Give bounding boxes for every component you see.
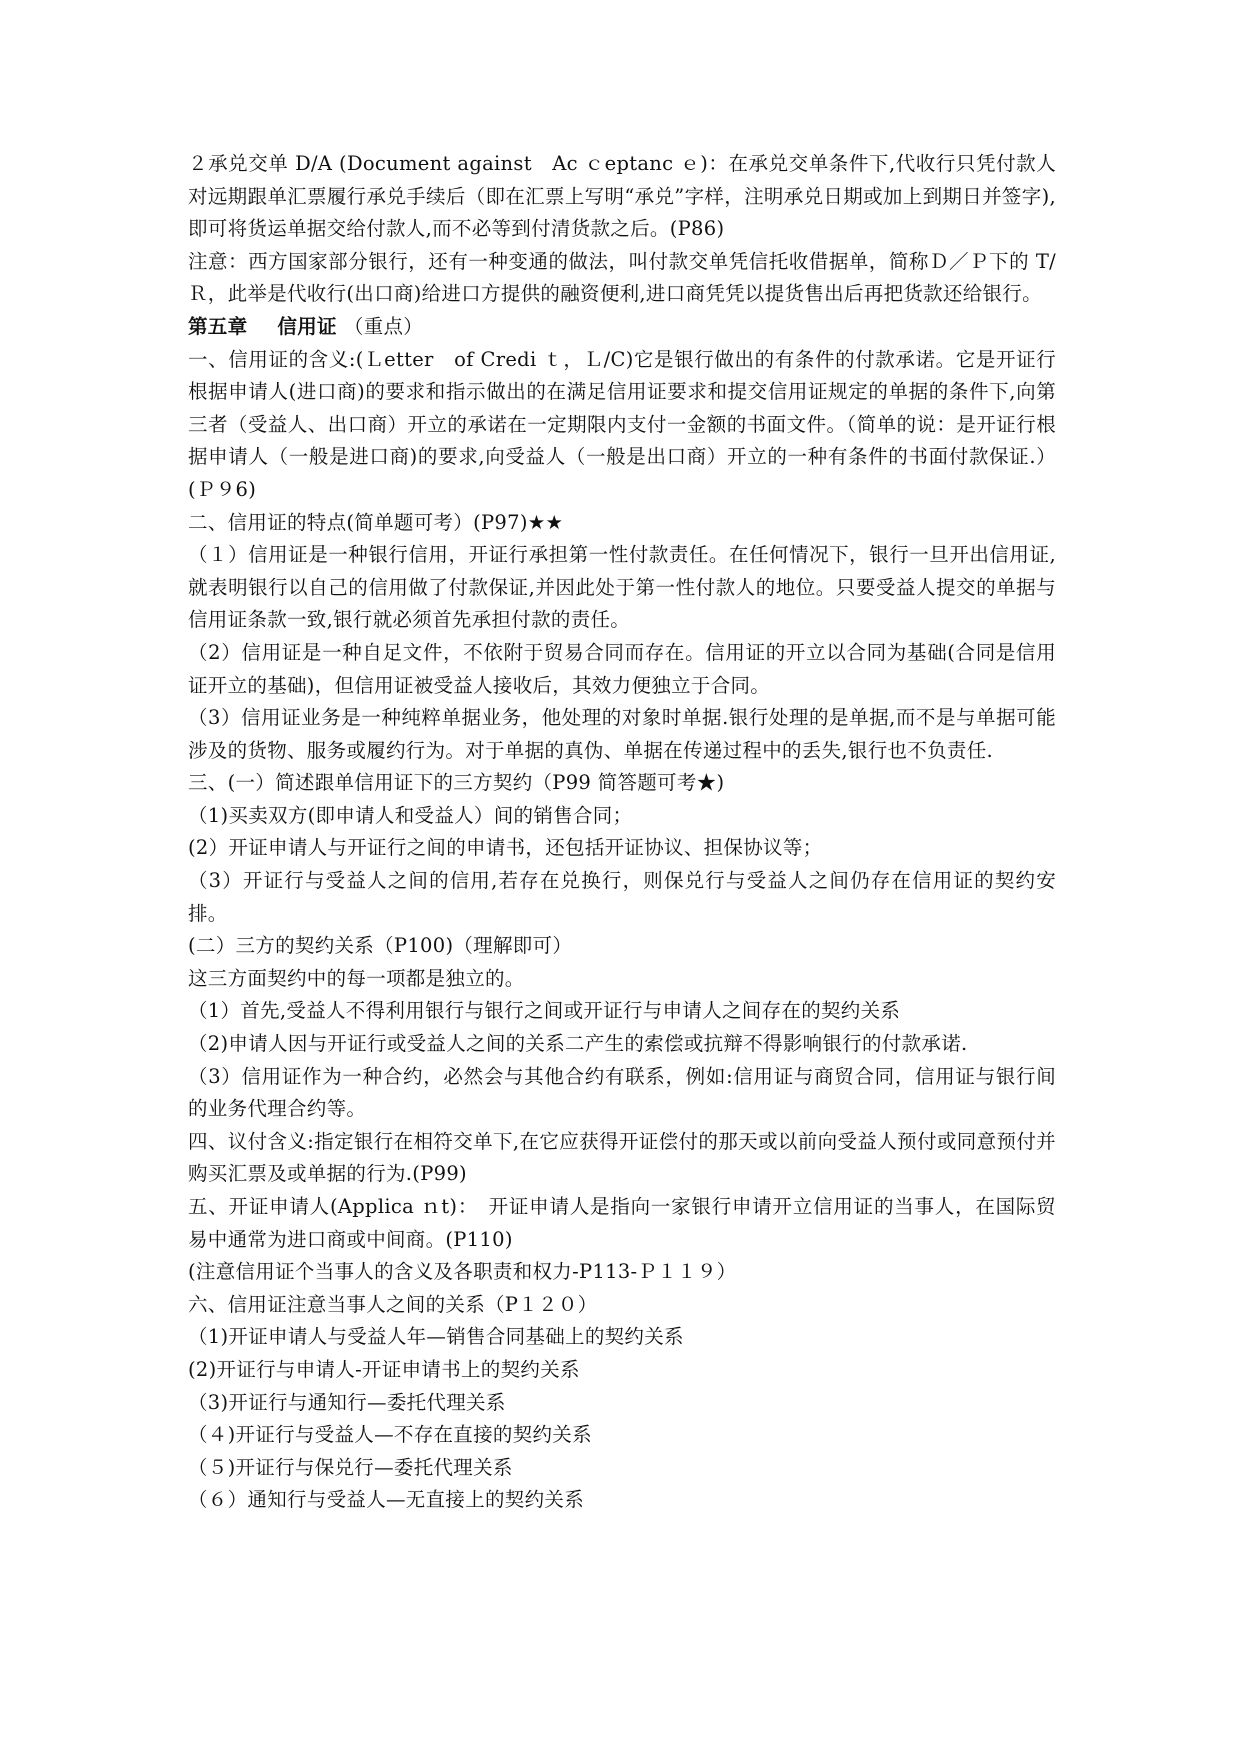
relation-item-1: （1）首先,受益人不得利用银行与银行之间或开证行与申请人之间存在的契约关系 bbox=[188, 999, 901, 1023]
chapter-heading bbox=[188, 311, 1056, 344]
paragraph-acceptance-against-documents: ２承兑交单 D/A (Document against Ac ｃeptanc ｅ)：在承兑交单条件下,代收行只凭付款人对远期跟单汇票履行承兑手续后（即在汇票上写明“承兑”字样，注明承兑日期或加上到期日并签字),即可将货运单据交给付款人,而不必等到付清货款之后。(P86) bbox=[188, 152, 1056, 241]
section-negotiation-definition: 四、议付含义:指定银行在相符交单下,在它应获得开证偿付的那天或以前向受益人预付或同意预付并购买汇票及或单据的行为.(P99) bbox=[188, 1129, 1056, 1186]
party-relation-item-2: (2)开证行与申请人-开证申请书上的契约关系 bbox=[188, 1357, 580, 1381]
contract-relations-intro: 这三方面契约中的每一项都是独立的。 bbox=[188, 966, 525, 990]
section-applicant-definition: 五、开证申请人(Applica ｎt)： 开证申请人是指向一家银行申请开立信用证的当事人，在国际贸易中通常为进口商或中间商。(P110) bbox=[188, 1195, 1056, 1251]
party-relation-item-1: （1)开证申请人与受益人年—销售合同基础上的契约关系 bbox=[188, 1325, 684, 1349]
section-contract-relations-heading: (二）三方的契约关系（P100)（理解即可） bbox=[188, 934, 573, 958]
chapter-number: 第五章 bbox=[188, 314, 248, 338]
contract-item-3: （3）开证行与受益人之间的信用,若存在兑换行，则保兑行与受益人之间仍存在信用证的契约安排。 bbox=[188, 869, 1056, 925]
section-three-party-contracts-heading: 三、(一）简述跟单信用证下的三方契约（P99 简答题可考★) bbox=[188, 771, 725, 795]
section-lc-definition: 一、信用证的含义:(Ｌetter of Credi ｔ，Ｌ/C)它是银行做出的有条件的付款承诺。它是开证行根据申请人(进口商)的要求和指示做出的在满足信用证要求和提交信用证规定的单据的条件下,向第三者（受益人、出口商）开立的承诺在一定期限内支付一金额的书面文件。（简单的说：是开证行根据申请人（一般是进口商)的要求,向受益人（一般是出口商）开立的一种有条件的书面付款保证.）(Ｐ９6) bbox=[188, 347, 1056, 501]
party-relation-item-5: （５)开证行与保兑行—委托代理关系 bbox=[188, 1455, 513, 1479]
feature-item-1: （１）信用证是一种银行信用，开证行承担第一性付款责任。在任何情况下，银行一旦开出信用证,就表明银行以自己的信用做了付款保证,并因此处于第一性付款人的地位。只要受益人提交的单据与信用证条款一致,银行就必须首先承担付款的责任。 bbox=[188, 543, 1056, 632]
party-relation-item-6: （６）通知行与受益人—无直接上的契约关系 bbox=[188, 1488, 585, 1512]
contract-item-1: （1)买卖双方(即申请人和受益人）间的销售合同； bbox=[188, 803, 633, 827]
party-relation-item-4: （４)开证行与受益人—不存在直接的契约关系 bbox=[188, 1423, 592, 1447]
party-relation-item-3: （3)开证行与通知行—委托代理关系 bbox=[188, 1390, 506, 1414]
feature-item-3: （3）信用证业务是一种纯粹单据业务，他处理的对象时单据.银行处理的是单据,而不是与单据可能涉及的货物、服务或履约行为。对于单据的真伪、单据在传递过程中的丢失,银行也不负责任. bbox=[188, 706, 1056, 762]
section-party-relations-heading: 六、信用证注意当事人之间的关系（P１２０） bbox=[188, 1292, 598, 1316]
relation-item-2: （2)申请人因与开证行或受益人之间的关系二产生的索偿或抗辩不得影响银行的付款承诺. bbox=[188, 1032, 968, 1056]
relation-item-3: （3）信用证作为一种合约，必然会与其他合约有联系，例如:信用证与商贸合同，信用证与银行间的业务代理合约等。 bbox=[188, 1064, 1056, 1121]
feature-item-2: （2）信用证是一种自足文件，不依附于贸易合同而存在。信用证的开立以合同为基础(合同是信用证开立的基础)，但信用证被受益人接收后，其效力便独立于合同。 bbox=[188, 640, 1056, 697]
contract-item-2: (2）开证申请人与开证行之间的申请书，还包括开证协议、担保协议等； bbox=[188, 836, 823, 860]
chapter-title: 信用证 bbox=[277, 314, 337, 338]
paragraph-trust-receipt-note: 注意：西方国家部分银行，还有一种变通的做法，叫付款交单凭信托收借据单，简称Ｄ／Ｐ下的 T/Ｒ，此举是代收行(出口商)给进口方提供的融资便利,进口商凭凭以提货售出后再把货款还给银行。 bbox=[188, 249, 1056, 306]
section-lc-features-heading: 二、信用证的特点(简单题可考）(P97)★★ bbox=[188, 510, 564, 534]
document-page bbox=[188, 148, 1056, 1517]
parties-note: (注意信用证个当事人的含义及各职责和权力-P113-Ｐ１１９） bbox=[188, 1260, 737, 1284]
chapter-note: （重点） bbox=[343, 314, 424, 338]
